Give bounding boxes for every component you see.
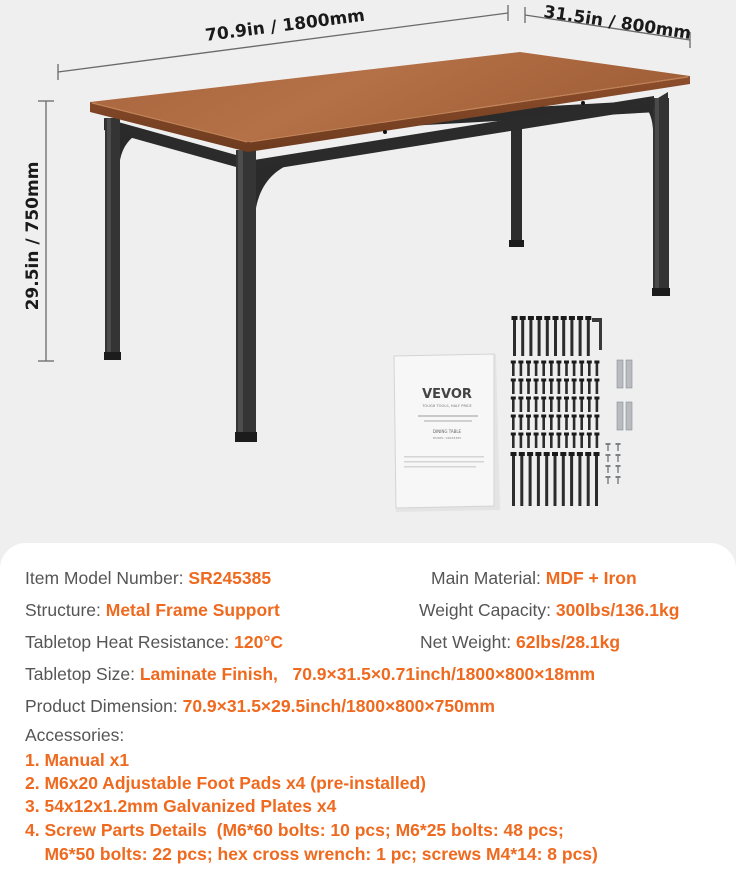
spec-heat-value: 120°C <box>234 632 284 652</box>
manual-model: MODEL: SR245385 <box>432 436 462 440</box>
spec-capacity <box>419 599 679 621</box>
spec-model-label: Item Model Number: <box>25 568 184 588</box>
manual-tagline: TOUGH TOOLS, HALF PRICE <box>422 404 472 408</box>
table-illustration <box>90 52 690 442</box>
spec-card <box>0 543 736 892</box>
spec-net-value: 62lbs/28.1kg <box>515 632 621 652</box>
length-label: 70.9in / 1800mm <box>204 5 367 46</box>
spec-structure <box>25 599 280 621</box>
accessory-item: M6*50 bolts: 22 pcs; hex cross wrench: 1 pc; screws M4*14: 8 pcs) <box>25 844 598 864</box>
spec-tabletop <box>25 663 595 685</box>
spec-tabletop-label: Tabletop Size: <box>25 664 135 684</box>
spec-material-value: MDF + Iron <box>545 568 637 588</box>
width-label: 31.5in / 800mm <box>542 2 693 44</box>
accessory-item: 4. Screw Parts Details (M6*60 bolts: 10 pcs; M6*25 bolts: 48 pcs; <box>25 820 564 840</box>
spec-capacity-value: 300lbs/136.1kg <box>555 600 680 620</box>
manual-product: DINING TABLE <box>432 429 462 434</box>
spec-dimension <box>25 695 495 717</box>
spec-accessories-label <box>25 724 124 746</box>
hardware-parts <box>511 316 633 506</box>
spec-net-weight <box>420 631 620 653</box>
accessory-item: 3. 54x12x1.2mm Galvanized Plates x4 <box>25 796 337 816</box>
spec-heat <box>25 631 283 653</box>
spec-structure-label: Structure: <box>25 600 101 620</box>
accessories-heading: Accessories: <box>25 725 125 745</box>
spec-material-label: Main Material: <box>431 568 541 588</box>
height-label: 29.5in / 750mm <box>23 161 43 311</box>
spec-heat-label: Tabletop Heat Resistance: <box>25 632 230 652</box>
spec-model <box>25 567 271 589</box>
spec-tabletop-value: Laminate Finish, 70.9×31.5×0.71inch/1800×800×18mm <box>139 664 596 684</box>
manual-brand: VEVOR <box>422 387 472 402</box>
manual-booklet <box>394 354 500 512</box>
spec-dimension-value: 70.9×31.5×29.5inch/1800×800×750mm <box>182 696 495 716</box>
spec-dimension-label: Product Dimension: <box>25 696 178 716</box>
spec-structure-value: Metal Frame Support <box>105 600 280 620</box>
spec-net-label: Net Weight: <box>420 632 512 652</box>
spec-capacity-label: Weight Capacity: <box>419 600 551 620</box>
accessory-item: 2. M6x20 Adjustable Foot Pads x4 (pre-installed) <box>25 773 426 793</box>
spec-material <box>431 567 637 589</box>
spec-model-value: SR245385 <box>188 568 272 588</box>
accessory-item: 1. Manual x1 <box>25 750 130 770</box>
